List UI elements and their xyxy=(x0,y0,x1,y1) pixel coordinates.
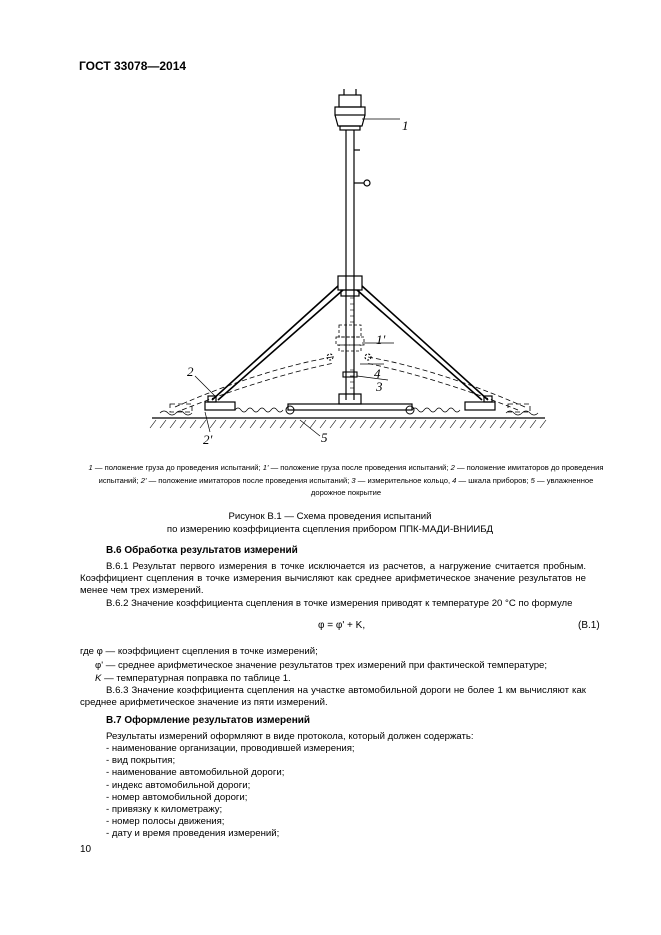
list-item: - привязку к километражу; xyxy=(106,804,223,816)
label-1-prime: 1' xyxy=(376,332,386,347)
paragraph-b6-3: В.6.3 Значение коэффициента сцепления на участке автомобильной дороги не более 1 км вычисляют как среднее арифметическое значение из пяти измерений. xyxy=(80,685,586,709)
legend-key-4: 4 xyxy=(452,475,457,485)
legend-text-2p: — положение имитаторов после проведения испытаний; xyxy=(146,475,352,485)
list-item: - наименование организации, проводившей измерения; xyxy=(106,743,355,754)
list-item: - дату и время проведения измерений; xyxy=(106,828,280,840)
list-item: - номер полосы движения; xyxy=(106,816,225,828)
page-number: 10 xyxy=(80,844,92,855)
legend-text-1p: — положение груза после проведения испытаний; xyxy=(268,463,451,472)
label-2-prime: 2' xyxy=(203,432,213,447)
list-item: - наименование автомобильной дороги; xyxy=(106,767,285,779)
protocol-list xyxy=(106,743,355,841)
legend-text-3: — измерительное кольцо, xyxy=(355,475,453,485)
where-line-1 xyxy=(80,646,318,658)
legend-text-4: — шкала приборов; xyxy=(456,475,531,485)
where-text-phi-prime: — среднее арифметическое значение результатов трех измерений при фактической температуре; xyxy=(103,660,548,671)
legend-text-5: — увлажненное дорожное покрытие xyxy=(310,475,594,497)
paragraph-b6-2: В.6.2 Значение коэффициента сцепления в точке измерения приводят к температуре 20 °С по формуле xyxy=(106,598,573,609)
label-1: 1 xyxy=(402,118,409,133)
weight-before xyxy=(335,89,365,130)
section-b6-title: В.6 Обработка результатов измерений xyxy=(106,545,298,556)
figure-caption xyxy=(100,510,560,536)
where-line-2 xyxy=(95,660,547,672)
legend-key-3: 3 xyxy=(351,475,356,485)
legend-key-2p: 2' xyxy=(140,475,147,485)
list-item: - номер автомобильной дороги; xyxy=(106,791,248,803)
label-5: 5 xyxy=(321,430,328,445)
label-3: 3 xyxy=(376,379,383,394)
tripod-legs xyxy=(212,286,488,400)
where-text-phi: — коэффициент сцепления в точке измерений; xyxy=(102,646,318,657)
central-rod xyxy=(338,130,370,404)
test-scheme-figure xyxy=(0,0,661,460)
measuring-ring xyxy=(327,354,371,377)
label-4: 4 xyxy=(374,366,381,381)
list-item: - индекс автомобильной дороги; xyxy=(106,779,251,791)
legend-key-5: 5 xyxy=(530,475,535,485)
section-b7-title: В.7 Оформление результатов измерений xyxy=(106,715,311,726)
legend-key-1p: 1' xyxy=(262,463,269,472)
where-line-3 xyxy=(95,673,291,685)
legend-text-2: — положение имитаторов до проведения испытаний; xyxy=(98,463,604,485)
where-symbol-k: K xyxy=(95,673,102,684)
formula-b1: φ = φ' + K, xyxy=(318,620,366,631)
legend-key-2: 2 xyxy=(450,463,455,472)
road-surface xyxy=(150,408,546,428)
paragraph-b6-1: В.6.1 Результат первого измерения в точке исключается из расчетов, а нагружение считается пробным. Коэффициент сцепления в точке измерения вычисляют как среднее арифметическое значение результатов не менее чем трех измерений. xyxy=(80,561,586,597)
figure-legend xyxy=(86,462,606,500)
base-bar xyxy=(286,404,414,414)
where-symbol-phi: где φ xyxy=(80,646,103,657)
formula-number: (В.1) xyxy=(578,620,600,631)
caption-line-2: по измерению коэффициента сцепления прибором ППК-МАДИ-ВНИИБД xyxy=(166,524,494,535)
weight-after xyxy=(336,325,364,351)
legend-key-1: 1 xyxy=(88,463,93,472)
caption-line-1: Рисунок В.1 — Схема проведения испытаний xyxy=(228,511,432,522)
where-text-k: — температурная поправка по таблице 1. xyxy=(101,673,291,684)
where-symbol-phi-prime: φ' xyxy=(95,660,104,671)
paragraph-b7-intro: Результаты измерений оформляют в виде протокола, который должен содержать: xyxy=(106,731,474,742)
label-2: 2 xyxy=(187,364,194,379)
legend-text-1: — положение груза до проведения испытаний; xyxy=(92,463,263,472)
document-header: ГОСТ 33078—2014 xyxy=(79,59,187,73)
list-item: - вид покрытия; xyxy=(106,755,176,767)
